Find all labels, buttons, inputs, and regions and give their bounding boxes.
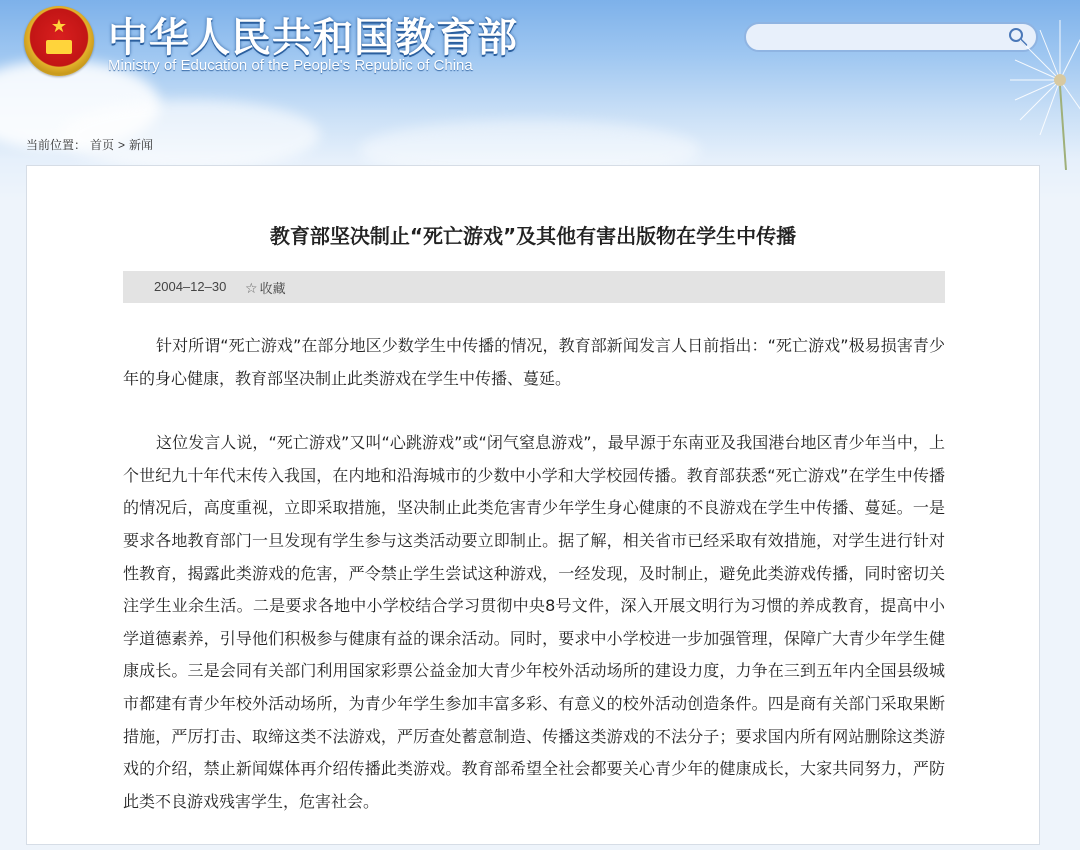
cloud-decoration [60,100,320,170]
dandelion-decoration-icon [980,10,1080,170]
site-subtitle: Ministry of Education of the People's Republic of China [108,57,473,74]
article-paragraph: 针对所谓“死亡游戏”在部分地区少数学生中传播的情况，教育部新闻发言人日前指出：“死亡游戏”极易损害青少年的身心健康，教育部坚决制止此类游戏在学生中传播、蔓延。 [123,336,945,388]
article-date: 2004–12–30 [154,279,227,294]
site-title[interactable]: 中华人民共和国教育部 [108,15,518,61]
breadcrumb-home-link[interactable]: 首页 [90,138,115,152]
breadcrumb-prefix: 当前位置： [26,138,87,152]
article-title: 教育部坚决制止“死亡游戏”及其他有害出版物在学生中传播 [269,224,797,248]
breadcrumb-separator: > [118,138,126,152]
breadcrumb-current[interactable]: 新闻 [129,138,154,152]
article-paragraph: 这位发言人说，“死亡游戏”又叫“心跳游戏”或“闭气窒息游戏”，最早源于东南亚及我国港台地区青少年当中，上个世纪九十年代末传入我国，在内地和沿海城市的少数中小学和大学校园传播。教育部获悉“死亡游戏”在学生中传播的情况后，高度重视，立即采取措施，坚决制止此类危害青少年学生身心健康的不良游戏在学生中传播、蔓延。一是要求各地教育部门一旦发现有学生参与这类活动要立即制止。据了解，相关省市已经采取有效措施，对学生进行针对性教育，揭露此类游戏的危害，严令禁止学生尝试这种游戏，一经发现，及时制止，避免此类游戏传播，同时密切关注学生业余生活。二是要求各地中小学校结合学习贯彻中央8号文件，深入开展文明行为习惯的养成教育，提高中小学道德素养，引导他们积极参与健康有益的课余活动。同时，要求中小学校进一步加强管理，保障广大青少年学生健康成长。三是会同有关部门利用国家彩票公益金加大青少年校外活动场所的建设力度，力争在三到五年内全国县级城市都建有青少年校外活动场所，为青少年学生参加丰富多彩、有意义的校外活动创造条件。四是商有关部门采取果断措施，严厉打击、取缔这类不法游戏，严厉查处蓄意制造、传播这类游戏的不法分子；要求国内所有网站删除这类游戏的介绍，禁止新闻媒体再介绍传播此类游戏。教育部希望全社会都要关心青少年的健康成长，大家共同努力，严防此类不良游戏残害学生，危害社会。 [123,433,945,811]
national-emblem-icon[interactable]: ★ [24,6,94,76]
favorite-button[interactable] [245,278,286,297]
star-icon: ☆ [245,281,258,297]
article-body [123,330,945,850]
article-meta-bar [123,271,945,303]
favorite-label: 收藏 [259,282,286,297]
breadcrumb [26,136,157,153]
article-container [26,165,1040,845]
